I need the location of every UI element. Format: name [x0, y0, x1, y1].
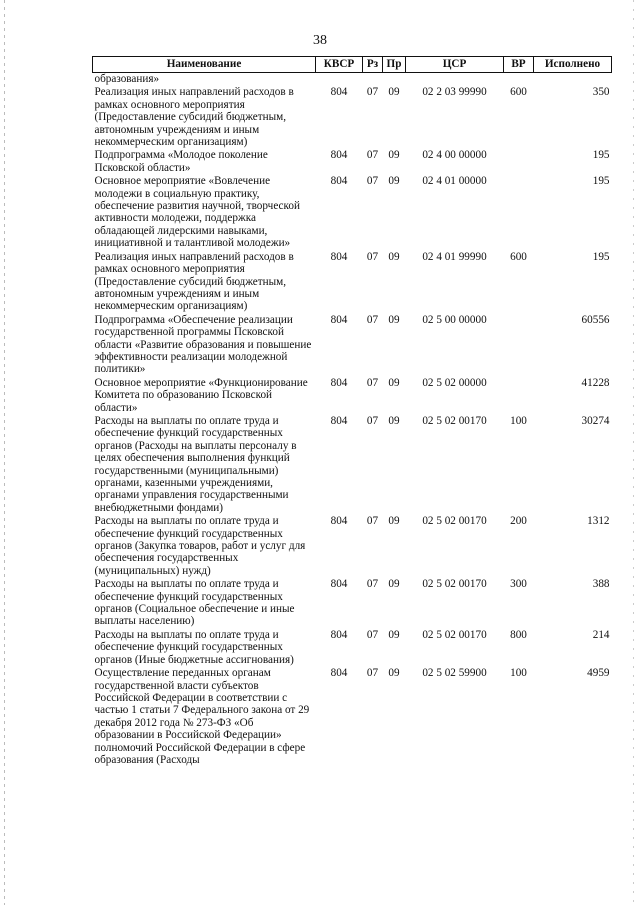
col-header-csr: ЦСР [406, 57, 504, 73]
cell-kvsr: 804 [330, 376, 348, 389]
cell-csr: 02 5 02 59900 [422, 667, 487, 680]
table-row [93, 515, 612, 578]
cell-rz: 07 [366, 313, 379, 326]
cell-amount: 60556 [581, 313, 610, 326]
table-row [93, 86, 612, 149]
cell-pr: 09 [388, 667, 400, 680]
cell-vr [504, 377, 534, 415]
cell-csr: 02 4 01 99990 [422, 250, 487, 263]
cell-kvsr: 804 [330, 250, 348, 263]
cell-rz: 07 [366, 376, 379, 389]
col-header-amount: Исполнено [534, 57, 612, 73]
cell-pr: 09 [388, 149, 400, 162]
cell-vr: 200 [510, 515, 527, 528]
cell-pr: 09 [388, 313, 400, 326]
cell-vr [504, 175, 534, 250]
cell-name: Основное мероприятие «Вовлечение молодежи в социальную практику, обеспечение развития научной, творческой активности молодежи, поддержка обладающей лидерскими навыками, инициативной и талантливой молодежи» [94, 175, 300, 250]
cell-kvsr: 804 [330, 628, 348, 641]
cell-csr: 02 5 02 00170 [422, 515, 487, 528]
cell-amount: 4959 [587, 667, 610, 680]
col-header-vr: ВР [504, 57, 534, 73]
cell-rz: 07 [366, 250, 379, 263]
cell-pr: 09 [388, 628, 400, 641]
col-header-kvsr: КВСР [316, 57, 363, 73]
cell-amount: 195 [592, 175, 610, 188]
col-header-pr: Пр [383, 57, 406, 73]
cell-name: Расходы на выплаты по оплате труда и обеспечение функций государственных органов (Социальное обеспечение и иные выплаты населению) [94, 578, 295, 628]
cell-csr [406, 73, 504, 87]
cell-amount: 195 [592, 149, 610, 162]
cell-name: Реализация иных направлений расходов в рамках основного мероприятия (Предоставление субсидий бюджетным, автономным учреждениям и иным некоммерческим организациям) [94, 250, 294, 313]
cell-name: Расходы на выплаты по оплате труда и обеспечение функций государственных органов (Иные бюджетные ассигнования) [94, 628, 294, 666]
cell-pr: 09 [388, 250, 400, 263]
cell-name: Подпрограмма «Обеспечение реализации государственной программы Псковской области «Развитие образования и повышение эффективности реализации молодежной политики» [94, 313, 312, 376]
cell-csr: 02 5 02 00170 [422, 578, 487, 591]
cell-rz: 07 [366, 86, 379, 99]
page-number: 38 [313, 33, 327, 48]
cell-name: Реализация иных направлений расходов в рамках основного мероприятия (Предоставление субсидий бюджетным, автономным учреждениям и иным некоммерческим организациям) [94, 86, 294, 149]
cell-vr: 300 [510, 578, 527, 591]
table-header-row [93, 57, 612, 73]
cell-amount: 388 [592, 578, 610, 591]
cell-amount: 1312 [587, 515, 610, 528]
cell-vr: 100 [510, 414, 527, 427]
cell-vr [504, 314, 534, 377]
cell-name: Основное мероприятие «Функционирование Комитета по образованию Псковской области» [94, 376, 308, 414]
col-header-name: Наименование [93, 57, 316, 73]
cell-pr: 09 [388, 578, 400, 591]
table-row [93, 629, 612, 667]
cell-rz [363, 73, 383, 87]
cell-pr [383, 73, 406, 87]
cell-kvsr: 804 [330, 313, 348, 326]
cell-name: образования» [94, 73, 160, 85]
cell-amount: 30274 [581, 414, 610, 427]
table-row [93, 175, 612, 250]
table-row [93, 73, 612, 87]
cell-rz: 07 [366, 175, 379, 188]
cell-vr: 800 [510, 628, 527, 641]
cell-vr: 600 [510, 250, 527, 263]
cell-csr: 02 5 02 00170 [422, 414, 487, 427]
cell-rz: 07 [366, 414, 379, 427]
cell-pr: 09 [388, 376, 400, 389]
cell-vr: 600 [510, 86, 527, 99]
col-header-rz: Рз [363, 57, 383, 73]
table-row [93, 667, 612, 767]
cell-name: Подпрограмма «Молодое поколение Псковской области» [94, 149, 268, 174]
cell-csr: 02 5 02 00000 [422, 376, 487, 389]
cell-name: Расходы на выплаты по оплате труда и обеспечение функций государственных органов (Расходы на выплаты персоналу в целях обеспечения выполнения функций государственными (муниципальными) органами, казенными учреждениями, органами управления государственными внебюджетными фондами) [94, 414, 297, 514]
cell-kvsr: 804 [330, 667, 348, 680]
cell-pr: 09 [388, 86, 400, 99]
cell-csr: 02 4 00 00000 [422, 149, 487, 162]
cell-amount: 214 [592, 628, 610, 641]
cell-kvsr [316, 73, 363, 87]
budget-table [92, 56, 612, 767]
cell-name: Расходы на выплаты по оплате труда и обеспечение функций государственных органов (Закупка товаров, работ и услуг для обеспечения государственных (муниципальных) нужд) [94, 515, 306, 577]
table-row [93, 578, 612, 629]
cell-pr: 09 [388, 414, 400, 427]
cell-rz: 07 [366, 578, 379, 591]
cell-amount: 41228 [581, 376, 610, 389]
cell-name: Осуществление переданных органам государственной власти субъектов Российской Федерации в соответствии с частью 1 статьи 7 Федерального закона от 29 декабря 2012 года № 273-ФЗ «Об образовании в Российской Федерации» полномочий Российской Федерации в сфере образования (Расходы [94, 667, 310, 766]
cell-kvsr: 804 [330, 86, 348, 99]
cell-csr: 02 4 01 00000 [422, 175, 487, 188]
cell-vr [504, 149, 534, 175]
scan-edge-left [4, 0, 5, 905]
cell-amount: 195 [592, 250, 610, 263]
cell-pr: 09 [388, 175, 400, 188]
table-row [93, 314, 612, 377]
cell-csr: 02 5 00 00000 [422, 313, 487, 326]
cell-amount [534, 73, 612, 87]
cell-kvsr: 804 [330, 175, 348, 188]
cell-rz: 07 [366, 515, 379, 528]
table-row [93, 251, 612, 314]
cell-pr: 09 [388, 515, 400, 528]
table-row [93, 377, 612, 415]
cell-rz: 07 [366, 149, 379, 162]
scan-edge-right [633, 0, 634, 905]
cell-csr: 02 2 03 99990 [422, 86, 487, 99]
cell-amount: 350 [592, 86, 610, 99]
cell-csr: 02 5 02 00170 [422, 628, 487, 641]
cell-rz: 07 [366, 628, 379, 641]
table-row [93, 415, 612, 515]
cell-kvsr: 804 [330, 149, 348, 162]
cell-vr: 100 [510, 667, 527, 680]
cell-kvsr: 804 [330, 414, 348, 427]
cell-kvsr: 804 [330, 515, 348, 528]
cell-vr [504, 73, 534, 87]
cell-rz: 07 [366, 667, 379, 680]
cell-kvsr: 804 [330, 578, 348, 591]
table-row [93, 149, 612, 175]
